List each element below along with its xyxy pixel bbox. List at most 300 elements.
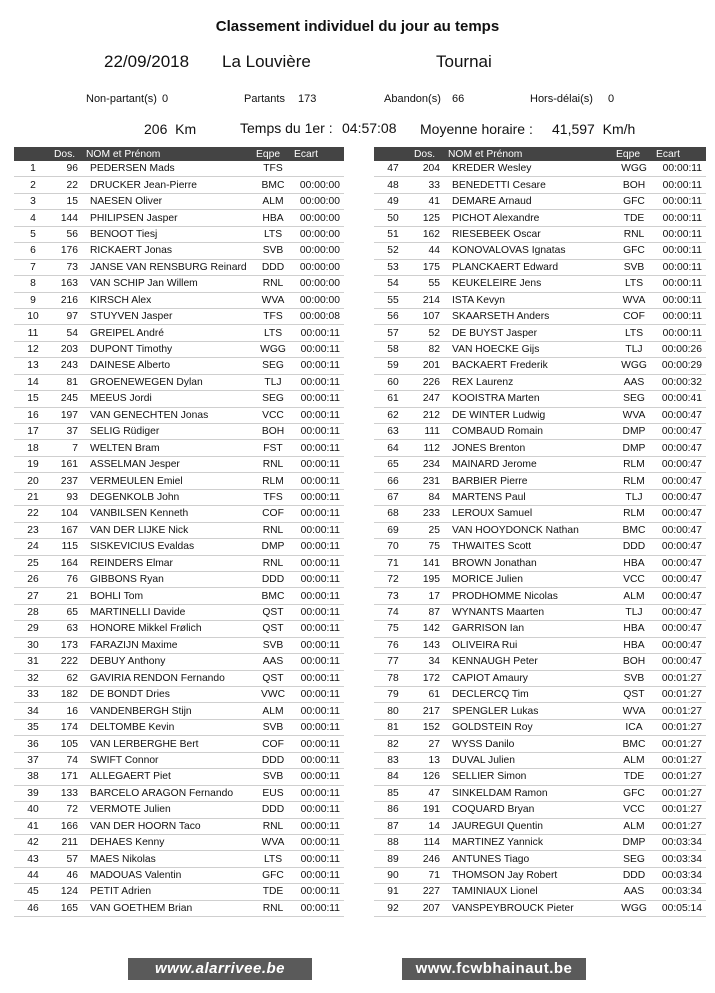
- partants-value: 173: [298, 93, 317, 105]
- row-name: VANSPEYBROUCK Pieter: [446, 900, 614, 916]
- temps-label: Temps du 1er :: [240, 120, 333, 136]
- row-rank: 29: [14, 621, 52, 637]
- row-dos: 47: [412, 785, 446, 801]
- row-rank: 78: [374, 670, 412, 686]
- row-team: TLJ: [254, 374, 292, 390]
- row-team: COF: [254, 506, 292, 522]
- row-name: RIESEBEEK Oscar: [446, 226, 614, 242]
- row-rank: 25: [14, 555, 52, 571]
- row-team: RNL: [254, 900, 292, 916]
- row-gap: 00:00:11: [654, 161, 706, 177]
- row-dos: 175: [412, 259, 446, 275]
- row-team: TLJ: [614, 489, 654, 505]
- row-dos: 173: [52, 637, 84, 653]
- row-team: RNL: [254, 522, 292, 538]
- row-team: QST: [254, 621, 292, 637]
- row-name: GARRISON Ian: [446, 621, 614, 637]
- table-row: [374, 424, 706, 440]
- col-gap: Ecart: [654, 147, 706, 161]
- row-name: VAN GOETHEM Brian: [84, 900, 254, 916]
- hors-delai-value: 0: [608, 93, 615, 105]
- row-name: MARTINEZ Yannick: [446, 834, 614, 850]
- row-gap: 00:00:11: [292, 621, 344, 637]
- row-gap: 00:00:11: [654, 276, 706, 292]
- row-rank: 24: [14, 539, 52, 555]
- row-gap: 00:00:11: [292, 588, 344, 604]
- table-row: [14, 489, 344, 505]
- table-row: [14, 210, 344, 226]
- table-row: [374, 358, 706, 374]
- row-team: FST: [254, 440, 292, 456]
- row-team: EUS: [254, 785, 292, 801]
- row-gap: 00:00:11: [292, 867, 344, 883]
- row-dos: 174: [52, 719, 84, 735]
- row-team: DMP: [614, 834, 654, 850]
- row-rank: 67: [374, 489, 412, 505]
- row-gap: 00:00:11: [654, 325, 706, 341]
- row-gap: 00:00:11: [654, 177, 706, 193]
- row-name: OLIVEIRA Rui: [446, 637, 614, 653]
- row-name: KENNAUGH Peter: [446, 654, 614, 670]
- row-rank: 50: [374, 210, 412, 226]
- row-name: DEHAES Kenny: [84, 834, 254, 850]
- row-team: DMP: [254, 539, 292, 555]
- row-dos: 166: [52, 818, 84, 834]
- row-name: MARTINELLI Davide: [84, 604, 254, 620]
- row-dos: 114: [412, 834, 446, 850]
- col-gap: Ecart: [292, 147, 344, 161]
- row-gap: 00:00:11: [292, 341, 344, 357]
- row-name: WELTEN Bram: [84, 440, 254, 456]
- table-row: [14, 654, 344, 670]
- row-team: RLM: [254, 473, 292, 489]
- row-gap: 00:00:47: [654, 424, 706, 440]
- row-rank: 54: [374, 276, 412, 292]
- row-gap: 00:00:11: [654, 226, 706, 242]
- row-dos: 162: [412, 226, 446, 242]
- row-dos: 65: [52, 604, 84, 620]
- row-rank: 77: [374, 654, 412, 670]
- table-row: [14, 555, 344, 571]
- table-header: [14, 147, 344, 161]
- row-name: COMBAUD Romain: [446, 424, 614, 440]
- row-name: STUYVEN Jasper: [84, 308, 254, 324]
- table-row: [374, 604, 706, 620]
- row-gap: 00:00:00: [292, 292, 344, 308]
- table-row: [14, 308, 344, 324]
- row-dos: 152: [412, 719, 446, 735]
- row-gap: 00:00:00: [292, 193, 344, 209]
- row-gap: 00:00:29: [654, 358, 706, 374]
- table-row: [14, 374, 344, 390]
- row-team: HBA: [254, 210, 292, 226]
- row-rank: 68: [374, 506, 412, 522]
- row-team: TDE: [254, 884, 292, 900]
- row-team: AAS: [614, 884, 654, 900]
- row-name: JAUREGUI Quentin: [446, 818, 614, 834]
- row-team: ALM: [254, 703, 292, 719]
- row-team: ALM: [614, 588, 654, 604]
- table-row: [14, 884, 344, 900]
- table-row: [14, 522, 344, 538]
- table-row: [374, 851, 706, 867]
- row-name: VAN HOECKE Gijs: [446, 341, 614, 357]
- table-row: [14, 703, 344, 719]
- row-team: LTS: [614, 276, 654, 292]
- row-rank: 12: [14, 341, 52, 357]
- row-gap: 00:00:47: [654, 637, 706, 653]
- row-name: GIBBONS Ryan: [84, 571, 254, 587]
- row-dos: 237: [52, 473, 84, 489]
- col-rank: [374, 147, 412, 161]
- row-gap: 00:05:14: [654, 900, 706, 916]
- row-team: WVA: [614, 407, 654, 423]
- row-dos: 55: [412, 276, 446, 292]
- row-name: RICKAERT Jonas: [84, 243, 254, 259]
- row-rank: 37: [14, 752, 52, 768]
- row-rank: 71: [374, 555, 412, 571]
- row-team: SVB: [254, 637, 292, 653]
- table-row: [374, 193, 706, 209]
- row-team: SVB: [614, 670, 654, 686]
- row-team: DDD: [614, 867, 654, 883]
- table-row: [374, 522, 706, 538]
- row-rank: 79: [374, 687, 412, 703]
- row-gap: 00:00:00: [292, 210, 344, 226]
- row-gap: 00:00:11: [292, 407, 344, 423]
- row-team: COF: [614, 308, 654, 324]
- table-row: [14, 769, 344, 785]
- row-name: MADOUAS Valentin: [84, 867, 254, 883]
- row-name: DUPONT Timothy: [84, 341, 254, 357]
- row-name: SPENGLER Lukas: [446, 703, 614, 719]
- row-rank: 65: [374, 456, 412, 472]
- row-gap: 00:00:11: [292, 637, 344, 653]
- row-name: JANSE VAN RENSBURG Reinard: [84, 259, 254, 275]
- row-gap: 00:00:11: [654, 243, 706, 259]
- row-dos: 124: [52, 884, 84, 900]
- table-row: [374, 736, 706, 752]
- row-gap: 00:00:11: [292, 818, 344, 834]
- row-name: WYSS Danilo: [446, 736, 614, 752]
- row-name: KIRSCH Alex: [84, 292, 254, 308]
- row-dos: 63: [52, 621, 84, 637]
- row-dos: 75: [412, 539, 446, 555]
- row-gap: 00:00:00: [292, 243, 344, 259]
- row-team: QST: [254, 604, 292, 620]
- row-gap: 00:01:27: [654, 802, 706, 818]
- row-gap: 00:00:11: [292, 670, 344, 686]
- row-rank: 92: [374, 900, 412, 916]
- row-dos: 76: [52, 571, 84, 587]
- hors-delai-label: Hors-délai(s): [530, 93, 593, 105]
- row-gap: 00:00:11: [292, 473, 344, 489]
- row-dos: 61: [412, 687, 446, 703]
- row-dos: 52: [412, 325, 446, 341]
- table-row: [14, 851, 344, 867]
- table-row: [374, 489, 706, 505]
- row-team: VWC: [254, 687, 292, 703]
- row-rank: 69: [374, 522, 412, 538]
- row-gap: 00:00:11: [654, 210, 706, 226]
- row-team: BMC: [254, 177, 292, 193]
- table-row: [374, 161, 706, 177]
- results-table-left: [14, 147, 344, 917]
- table-row: [374, 407, 706, 423]
- row-rank: 48: [374, 177, 412, 193]
- row-name: DUVAL Julien: [446, 752, 614, 768]
- row-rank: 53: [374, 259, 412, 275]
- row-rank: 55: [374, 292, 412, 308]
- row-name: VAN SCHIP Jan Willem: [84, 276, 254, 292]
- table-row: [374, 571, 706, 587]
- row-gap: 00:00:11: [292, 785, 344, 801]
- row-dos: 211: [52, 834, 84, 850]
- row-rank: 88: [374, 834, 412, 850]
- row-gap: 00:01:27: [654, 752, 706, 768]
- row-name: PETIT Adrien: [84, 884, 254, 900]
- row-gap: 00:00:11: [292, 440, 344, 456]
- row-name: HONORE Mikkel Frølich: [84, 621, 254, 637]
- row-name: BENOOT Tiesj: [84, 226, 254, 242]
- row-name: MEEUS Jordi: [84, 391, 254, 407]
- row-name: KONOVALOVAS Ignatas: [446, 243, 614, 259]
- row-name: SINKELDAM Ramon: [446, 785, 614, 801]
- table-row: [374, 555, 706, 571]
- row-dos: 87: [412, 604, 446, 620]
- row-name: DE WINTER Ludwig: [446, 407, 614, 423]
- row-rank: 62: [374, 407, 412, 423]
- row-team: ALM: [254, 193, 292, 209]
- row-name: PEDERSEN Mads: [84, 161, 254, 177]
- row-gap: 00:00:47: [654, 506, 706, 522]
- row-rank: 90: [374, 867, 412, 883]
- row-gap: 00:00:11: [292, 884, 344, 900]
- table-row: [14, 161, 344, 177]
- row-rank: 22: [14, 506, 52, 522]
- row-gap: 00:00:47: [654, 522, 706, 538]
- row-dos: 163: [52, 276, 84, 292]
- col-name: NOM et Prénom: [446, 147, 614, 161]
- row-dos: 165: [52, 900, 84, 916]
- row-rank: 60: [374, 374, 412, 390]
- table-row: [374, 621, 706, 637]
- table-row: [374, 900, 706, 916]
- row-name: LEROUX Samuel: [446, 506, 614, 522]
- row-team: TFS: [254, 489, 292, 505]
- table-row: [374, 259, 706, 275]
- row-gap: 00:01:27: [654, 670, 706, 686]
- row-rank: 80: [374, 703, 412, 719]
- row-dos: 21: [52, 588, 84, 604]
- row-name: NAESEN Oliver: [84, 193, 254, 209]
- row-dos: 44: [412, 243, 446, 259]
- row-gap: 00:01:27: [654, 719, 706, 735]
- row-dos: 227: [412, 884, 446, 900]
- table-row: [14, 473, 344, 489]
- row-dos: 54: [52, 325, 84, 341]
- table-row: [374, 456, 706, 472]
- row-team: LTS: [254, 226, 292, 242]
- row-gap: 00:00:11: [292, 489, 344, 505]
- row-dos: 201: [412, 358, 446, 374]
- row-name: DECLERCQ Tim: [446, 687, 614, 703]
- race-date: 22/09/2018: [104, 52, 190, 71]
- row-name: PICHOT Alexandre: [446, 210, 614, 226]
- row-team: DDD: [614, 539, 654, 555]
- row-name: VANDENBERGH Stijn: [84, 703, 254, 719]
- row-name: FARAZIJN Maxime: [84, 637, 254, 653]
- row-rank: 36: [14, 736, 52, 752]
- row-gap: 00:00:47: [654, 489, 706, 505]
- row-team: BMC: [254, 588, 292, 604]
- table-row: [374, 391, 706, 407]
- row-team: TDE: [614, 769, 654, 785]
- row-dos: 143: [412, 637, 446, 653]
- table-row: [14, 900, 344, 916]
- table-row: [14, 424, 344, 440]
- table-row: [374, 292, 706, 308]
- row-dos: 141: [412, 555, 446, 571]
- row-dos: 71: [412, 867, 446, 883]
- table-row: [374, 588, 706, 604]
- row-team: WGG: [614, 900, 654, 916]
- row-gap: 00:03:34: [654, 884, 706, 900]
- row-name: DEBUY Anthony: [84, 654, 254, 670]
- row-rank: 40: [14, 802, 52, 818]
- row-dos: 203: [52, 341, 84, 357]
- row-team: AAS: [254, 654, 292, 670]
- table-row: [14, 687, 344, 703]
- row-rank: 43: [14, 851, 52, 867]
- row-rank: 49: [374, 193, 412, 209]
- row-team: WVA: [254, 834, 292, 850]
- row-name: BARCELO ARAGON Fernando: [84, 785, 254, 801]
- row-dos: 233: [412, 506, 446, 522]
- row-team: DDD: [254, 259, 292, 275]
- row-dos: 34: [412, 654, 446, 670]
- row-gap: 00:00:11: [654, 292, 706, 308]
- table-row: [14, 243, 344, 259]
- row-dos: 247: [412, 391, 446, 407]
- row-gap: 00:00:47: [654, 604, 706, 620]
- row-name: VERMOTE Julien: [84, 802, 254, 818]
- row-rank: 15: [14, 391, 52, 407]
- row-name: DRUCKER Jean-Pierre: [84, 177, 254, 193]
- row-rank: 86: [374, 802, 412, 818]
- table-row: [14, 621, 344, 637]
- table-row: [14, 834, 344, 850]
- row-name: ISTA Kevyn: [446, 292, 614, 308]
- row-dos: 7: [52, 440, 84, 456]
- table-row: [374, 884, 706, 900]
- row-rank: 89: [374, 851, 412, 867]
- footer-link-alarrivee[interactable]: www.alarrivee.be: [128, 958, 312, 980]
- row-gap: 00:00:00: [292, 226, 344, 242]
- table-row: [14, 259, 344, 275]
- table-row: [14, 571, 344, 587]
- row-team: SEG: [254, 358, 292, 374]
- row-rank: 38: [14, 769, 52, 785]
- row-name: SKAARSETH Anders: [446, 308, 614, 324]
- row-rank: 18: [14, 440, 52, 456]
- row-rank: 81: [374, 719, 412, 735]
- row-gap: 00:00:00: [292, 259, 344, 275]
- row-team: TFS: [254, 308, 292, 324]
- row-dos: 15: [52, 193, 84, 209]
- row-dos: 57: [52, 851, 84, 867]
- row-dos: 161: [52, 456, 84, 472]
- row-name: MARTENS Paul: [446, 489, 614, 505]
- row-dos: 14: [412, 818, 446, 834]
- table-row: [14, 867, 344, 883]
- row-rank: 16: [14, 407, 52, 423]
- row-name: SELLIER Simon: [446, 769, 614, 785]
- table-row: [374, 719, 706, 735]
- row-rank: 63: [374, 424, 412, 440]
- row-name: DEGENKOLB John: [84, 489, 254, 505]
- table-row: [374, 440, 706, 456]
- row-team: BMC: [614, 522, 654, 538]
- col-name: NOM et Prénom: [84, 147, 254, 161]
- row-rank: 72: [374, 571, 412, 587]
- row-gap: 00:01:27: [654, 687, 706, 703]
- row-name: THOMSON Jay Robert: [446, 867, 614, 883]
- results-body-right: [374, 161, 706, 917]
- row-name: BENEDETTI Cesare: [446, 177, 614, 193]
- row-name: ASSELMAN Jesper: [84, 456, 254, 472]
- row-dos: 22: [52, 177, 84, 193]
- row-dos: 62: [52, 670, 84, 686]
- row-dos: 216: [52, 292, 84, 308]
- row-gap: 00:00:47: [654, 621, 706, 637]
- row-team: DDD: [254, 752, 292, 768]
- row-team: RNL: [254, 456, 292, 472]
- row-dos: 195: [412, 571, 446, 587]
- row-gap: 00:00:11: [654, 308, 706, 324]
- page-title: Classement individuel du jour au temps: [215, 18, 500, 35]
- table-row: [374, 703, 706, 719]
- row-gap: 00:00:11: [292, 604, 344, 620]
- row-gap: 00:00:11: [292, 506, 344, 522]
- row-rank: 64: [374, 440, 412, 456]
- row-gap: 00:01:27: [654, 785, 706, 801]
- table-row: [14, 752, 344, 768]
- table-row: [14, 736, 344, 752]
- row-gap: 00:00:11: [292, 719, 344, 735]
- row-dos: 105: [52, 736, 84, 752]
- row-dos: 74: [52, 752, 84, 768]
- row-gap: 00:00:11: [292, 834, 344, 850]
- row-gap: 00:00:11: [292, 851, 344, 867]
- row-gap: 00:00:11: [292, 374, 344, 390]
- row-dos: 27: [412, 736, 446, 752]
- row-team: HBA: [614, 621, 654, 637]
- non-partants-value: 0: [162, 93, 169, 105]
- distance: 206 Km: [144, 121, 197, 137]
- row-name: SELIG Rüdiger: [84, 424, 254, 440]
- row-rank: 9: [14, 292, 52, 308]
- row-team: WGG: [614, 358, 654, 374]
- row-team: RNL: [254, 555, 292, 571]
- row-team: RLM: [614, 473, 654, 489]
- row-name: KEUKELEIRE Jens: [446, 276, 614, 292]
- row-dos: 207: [412, 900, 446, 916]
- footer-link-fcwbhainaut[interactable]: www.fcwbhainaut.be: [402, 958, 586, 980]
- row-dos: 246: [412, 851, 446, 867]
- row-gap: 00:00:47: [654, 588, 706, 604]
- row-dos: 25: [412, 522, 446, 538]
